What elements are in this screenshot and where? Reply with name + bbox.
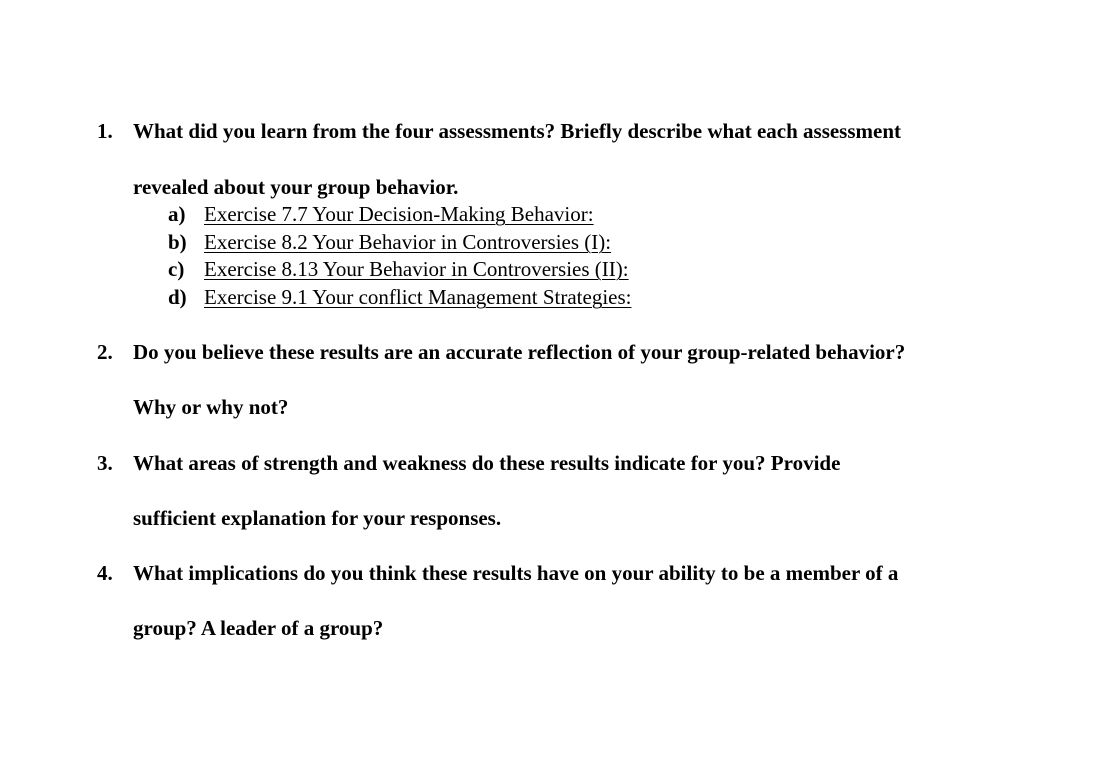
question-text-line: Why or why not? xyxy=(133,395,289,419)
question-number: 1. xyxy=(97,119,113,143)
question-number: 4. xyxy=(97,561,113,585)
question-text-line: sufficient explanation for your responses. xyxy=(133,506,502,530)
subitem-letter: a) xyxy=(168,202,186,226)
question-number: 2. xyxy=(97,340,113,364)
question-text-line: What areas of strength and weakness do these results indicate for you? Provide xyxy=(133,451,841,475)
question-text-line: Do you believe these results are an accurate reflection of your group-related behavior? xyxy=(133,340,906,364)
subitem-letter: b) xyxy=(168,230,187,254)
question-number: 3. xyxy=(97,451,113,475)
subitem-text: Exercise 9.1 Your conflict Management Strategies: xyxy=(204,285,632,309)
question-text-line: group? A leader of a group? xyxy=(133,616,384,640)
subitem-text: Exercise 7.7 Your Decision-Making Behavior: xyxy=(204,202,594,226)
question-text-line: revealed about your group behavior. xyxy=(133,175,459,199)
subitem-letter: d) xyxy=(168,285,187,309)
subitem-text: Exercise 8.13 Your Behavior in Controversies (II): xyxy=(204,257,629,281)
subitem-letter: c) xyxy=(168,257,185,281)
question-text-line: What did you learn from the four assessments? Briefly describe what each assessment xyxy=(133,119,902,143)
question-text-line: What implications do you think these results have on your ability to be a member of a xyxy=(133,561,899,585)
subitem-text: Exercise 8.2 Your Behavior in Controversies (I): xyxy=(204,230,612,254)
